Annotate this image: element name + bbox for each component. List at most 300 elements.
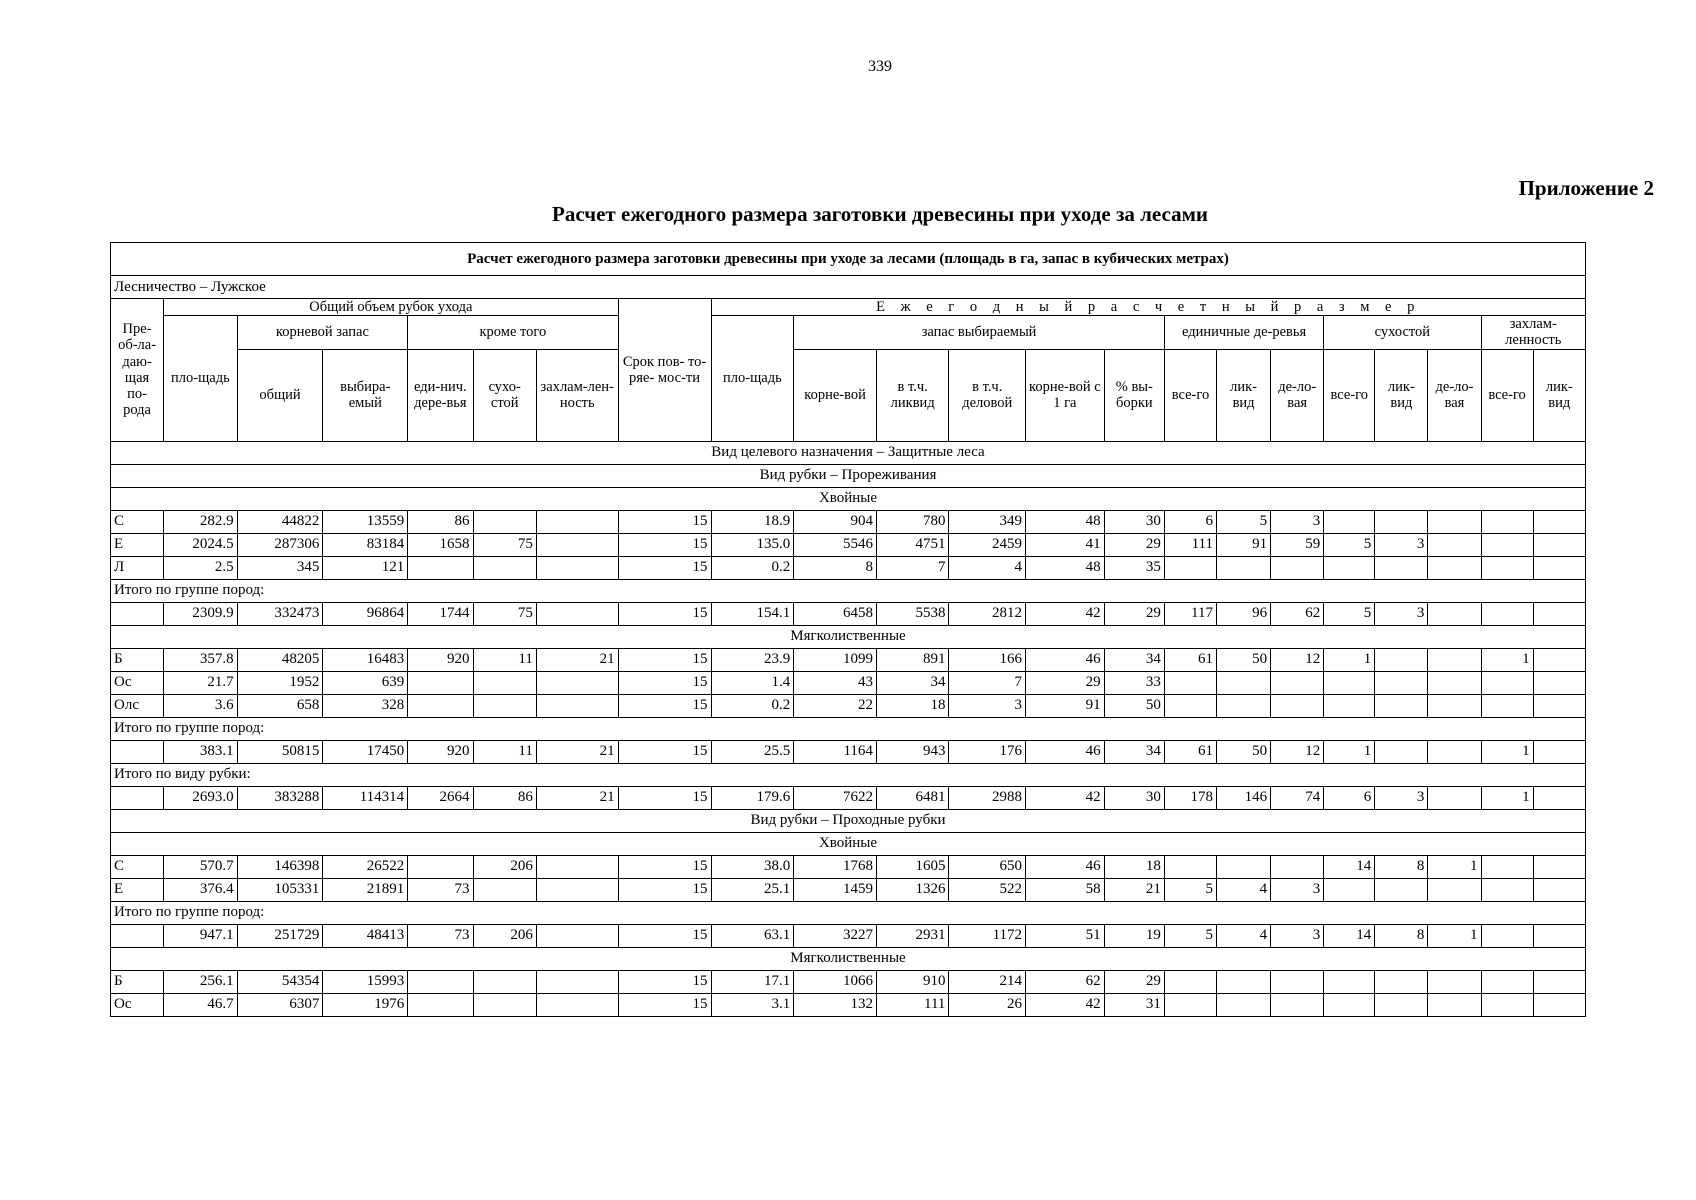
value-cell: 920 (408, 648, 473, 671)
page-number: 339 (868, 58, 892, 75)
value-cell (473, 993, 536, 1016)
value-cell: 46 (1026, 855, 1105, 878)
value-cell: 3 (1271, 510, 1324, 533)
value-cell: 176 (949, 740, 1026, 763)
value-cell: 904 (794, 510, 877, 533)
value-cell: 178 (1164, 786, 1216, 809)
value-cell (1533, 740, 1585, 763)
value-cell (473, 694, 536, 717)
value-cell: 73 (408, 878, 473, 901)
value-cell: 5 (1164, 924, 1216, 947)
header-incl-liquid: в т.ч. ликвид (876, 349, 949, 441)
value-cell: 1658 (408, 533, 473, 556)
value-cell: 1 (1481, 786, 1533, 809)
header-total-volume: Общий объем рубок ухода (164, 299, 618, 316)
value-cell: 114314 (323, 786, 408, 809)
value-cell (1428, 671, 1481, 694)
value-cell (1428, 786, 1481, 809)
value-cell: 328 (323, 694, 408, 717)
value-cell (408, 556, 473, 579)
species-cell (111, 786, 164, 809)
value-cell (1375, 970, 1428, 993)
value-cell: 1 (1428, 855, 1481, 878)
value-cell (536, 510, 618, 533)
value-cell: 35 (1104, 556, 1164, 579)
value-cell: 30 (1104, 510, 1164, 533)
value-cell: 12 (1271, 648, 1324, 671)
value-cell (536, 924, 618, 947)
value-cell: 15 (618, 970, 711, 993)
table-row (111, 602, 1586, 625)
value-cell: 74 (1271, 786, 1324, 809)
value-cell: 135.0 (711, 533, 794, 556)
value-cell (1481, 993, 1533, 1016)
value-cell: 46.7 (164, 993, 238, 1016)
value-cell (1428, 648, 1481, 671)
value-cell: 3 (949, 694, 1026, 717)
header-repeat-period: Срок пов- то-ряе- мос-ти (618, 299, 711, 442)
value-cell (1164, 671, 1216, 694)
value-cell (1271, 993, 1324, 1016)
value-cell: 1768 (794, 855, 877, 878)
value-cell: 2459 (949, 533, 1026, 556)
value-cell (408, 970, 473, 993)
appendix-label: Приложение 2 (1518, 176, 1654, 200)
value-cell: 61 (1164, 648, 1216, 671)
value-cell: 15 (618, 855, 711, 878)
value-cell (1428, 970, 1481, 993)
header-total3: все-го (1481, 349, 1533, 441)
forestry-label: Лесничество – Лужское (111, 276, 1586, 299)
header-annual-area: пло-щадь (711, 316, 794, 441)
section-row (111, 464, 1586, 487)
species-cell: Ос (111, 671, 164, 694)
species-cell: Олс (111, 694, 164, 717)
table-row (111, 740, 1586, 763)
value-cell: 376.4 (164, 878, 238, 901)
value-cell (1428, 878, 1481, 901)
value-cell: 1 (1324, 740, 1375, 763)
header-litter: захлам-лен-ность (536, 349, 618, 441)
value-cell: 251729 (237, 924, 323, 947)
value-cell: 1326 (876, 878, 949, 901)
value-cell (1324, 556, 1375, 579)
header-single-trees: еди-нич. дере-вья (408, 349, 473, 441)
subtotal-label: Итого по группе пород: (111, 901, 1586, 924)
value-cell (1217, 993, 1271, 1016)
table-row (111, 924, 1586, 947)
value-cell: 206 (473, 924, 536, 947)
value-cell: 50815 (237, 740, 323, 763)
value-cell: 21 (1104, 878, 1164, 901)
value-cell (536, 556, 618, 579)
value-cell: 6307 (237, 993, 323, 1016)
value-cell: 943 (876, 740, 949, 763)
value-cell: 15 (618, 556, 711, 579)
section-title: Вид рубки – Проходные рубки (111, 809, 1586, 832)
value-cell: 7622 (794, 786, 877, 809)
header-stock-selected: запас выбираемый (794, 316, 1165, 349)
value-cell (1481, 924, 1533, 947)
value-cell: 51 (1026, 924, 1105, 947)
value-cell: 43 (794, 671, 877, 694)
value-cell (1324, 510, 1375, 533)
value-cell: 86 (473, 786, 536, 809)
value-cell (408, 855, 473, 878)
value-cell (408, 671, 473, 694)
value-cell: 639 (323, 671, 408, 694)
value-cell: 26 (949, 993, 1026, 1016)
value-cell (1375, 878, 1428, 901)
value-cell: 12 (1271, 740, 1324, 763)
table-row (111, 533, 1586, 556)
value-cell: 2693.0 (164, 786, 238, 809)
section-row (111, 441, 1586, 464)
value-cell (1164, 855, 1216, 878)
value-cell: 29 (1104, 602, 1164, 625)
value-cell: 2931 (876, 924, 949, 947)
value-cell: 48413 (323, 924, 408, 947)
header-business2: де-ло-вая (1428, 349, 1481, 441)
table-row (111, 510, 1586, 533)
value-cell: 146398 (237, 855, 323, 878)
value-cell: 1459 (794, 878, 877, 901)
value-cell (1217, 694, 1271, 717)
value-cell: 15 (618, 878, 711, 901)
value-cell: 910 (876, 970, 949, 993)
harvest-table (110, 242, 1586, 1017)
value-cell: 14 (1324, 855, 1375, 878)
value-cell: 15 (618, 648, 711, 671)
table-row (111, 648, 1586, 671)
section-title: Вид рубки – Прореживания (111, 464, 1586, 487)
value-cell: 34 (1104, 648, 1164, 671)
header-species: Пре-об-ла-даю-щая по-рода (111, 299, 164, 442)
value-cell (1375, 671, 1428, 694)
table-title-row (111, 243, 1586, 276)
value-cell: 83184 (323, 533, 408, 556)
value-cell (1271, 855, 1324, 878)
value-cell: 15 (618, 510, 711, 533)
value-cell (1324, 671, 1375, 694)
value-cell (536, 671, 618, 694)
value-cell: 5 (1164, 878, 1216, 901)
value-cell (1533, 556, 1585, 579)
value-cell (1533, 533, 1585, 556)
value-cell: 15 (618, 694, 711, 717)
value-cell (1481, 533, 1533, 556)
value-cell: 2024.5 (164, 533, 238, 556)
value-cell: 5 (1324, 533, 1375, 556)
value-cell: 5 (1217, 510, 1271, 533)
value-cell: 4 (1217, 924, 1271, 947)
value-cell: 121 (323, 556, 408, 579)
value-cell: 17.1 (711, 970, 794, 993)
section-title: Мягколиственные (111, 625, 1586, 648)
value-cell: 4751 (876, 533, 949, 556)
value-cell: 1164 (794, 740, 877, 763)
value-cell: 1 (1481, 740, 1533, 763)
value-cell: 15 (618, 602, 711, 625)
species-cell: Е (111, 533, 164, 556)
value-cell: 282.9 (164, 510, 238, 533)
value-cell: 14 (1324, 924, 1375, 947)
value-cell: 48205 (237, 648, 323, 671)
value-cell (1164, 556, 1216, 579)
value-cell: 15 (618, 924, 711, 947)
value-cell: 1066 (794, 970, 877, 993)
value-cell (1217, 970, 1271, 993)
value-cell: 146 (1217, 786, 1271, 809)
value-cell: 4 (1217, 878, 1271, 901)
value-cell (1481, 510, 1533, 533)
value-cell: 3 (1271, 878, 1324, 901)
table-row (111, 694, 1586, 717)
value-cell: 522 (949, 878, 1026, 901)
value-cell (1375, 510, 1428, 533)
species-cell: С (111, 510, 164, 533)
header-area: пло-щадь (164, 316, 238, 441)
value-cell: 2.5 (164, 556, 238, 579)
header-root: корне-вой (794, 349, 877, 441)
table-row (111, 970, 1586, 993)
value-cell: 2309.9 (164, 602, 238, 625)
section-row (111, 625, 1586, 648)
header-besides: кроме того (408, 316, 618, 349)
value-cell (1428, 533, 1481, 556)
table-row (111, 671, 1586, 694)
value-cell: 15 (618, 786, 711, 809)
value-cell (536, 993, 618, 1016)
value-cell: 42 (1026, 993, 1105, 1016)
value-cell (1533, 648, 1585, 671)
value-cell: 34 (1104, 740, 1164, 763)
value-cell (473, 878, 536, 901)
value-cell: 287306 (237, 533, 323, 556)
species-cell (111, 924, 164, 947)
value-cell: 26522 (323, 855, 408, 878)
value-cell: 48 (1026, 556, 1105, 579)
value-cell: 86 (408, 510, 473, 533)
value-cell (1271, 556, 1324, 579)
value-cell: 29 (1104, 970, 1164, 993)
value-cell: 25.5 (711, 740, 794, 763)
value-cell: 5538 (876, 602, 949, 625)
value-cell: 73 (408, 924, 473, 947)
value-cell (1533, 970, 1585, 993)
value-cell (1375, 694, 1428, 717)
table-title: Расчет ежегодного размера заготовки древесины при уходе за лесами (площадь в га, запас в кубических метрах) (111, 243, 1586, 276)
value-cell: 1976 (323, 993, 408, 1016)
value-cell (1533, 694, 1585, 717)
subtotal-label-row (111, 579, 1586, 602)
value-cell (1481, 970, 1533, 993)
value-cell: 1 (1481, 648, 1533, 671)
value-cell: 22 (794, 694, 877, 717)
value-cell: 18 (1104, 855, 1164, 878)
value-cell (1271, 970, 1324, 993)
value-cell: 42 (1026, 602, 1105, 625)
value-cell (1164, 694, 1216, 717)
value-cell (1481, 855, 1533, 878)
value-cell: 16483 (323, 648, 408, 671)
value-cell (536, 970, 618, 993)
value-cell (408, 694, 473, 717)
header-root-stock: корневой запас (237, 316, 408, 349)
value-cell (1164, 970, 1216, 993)
subtotal-label-row (111, 717, 1586, 740)
value-cell: 357.8 (164, 648, 238, 671)
value-cell: 96864 (323, 602, 408, 625)
header-root-per-ha: корне-вой с 1 га (1026, 349, 1105, 441)
value-cell: 21891 (323, 878, 408, 901)
value-cell: 61 (1164, 740, 1216, 763)
value-cell: 117 (1164, 602, 1216, 625)
value-cell: 5546 (794, 533, 877, 556)
value-cell: 650 (949, 855, 1026, 878)
value-cell: 256.1 (164, 970, 238, 993)
value-cell: 41 (1026, 533, 1105, 556)
value-cell: 21 (536, 648, 618, 671)
value-cell: 780 (876, 510, 949, 533)
value-cell: 2812 (949, 602, 1026, 625)
value-cell: 96 (1217, 602, 1271, 625)
value-cell (1533, 855, 1585, 878)
value-cell (1324, 878, 1375, 901)
value-cell: 23.9 (711, 648, 794, 671)
value-cell (1533, 786, 1585, 809)
table-row (111, 556, 1586, 579)
value-cell: 18.9 (711, 510, 794, 533)
value-cell: 33 (1104, 671, 1164, 694)
subtotal-label: Итого по группе пород: (111, 717, 1586, 740)
value-cell: 2988 (949, 786, 1026, 809)
value-cell: 62 (1026, 970, 1105, 993)
value-cell: 58 (1026, 878, 1105, 901)
header-liquid: лик-вид (1217, 349, 1271, 441)
value-cell (1324, 970, 1375, 993)
value-cell (1324, 694, 1375, 717)
value-cell: 62 (1271, 602, 1324, 625)
value-cell: 1172 (949, 924, 1026, 947)
value-cell (1428, 510, 1481, 533)
subtotal-label-row (111, 763, 1586, 786)
value-cell (473, 671, 536, 694)
value-cell: 15 (618, 740, 711, 763)
value-cell: 111 (1164, 533, 1216, 556)
header-annual: Е ж е г о д н ы й р а с ч е т н ы й р а з м е р (711, 299, 1586, 316)
value-cell: 383.1 (164, 740, 238, 763)
value-cell: 154.1 (711, 602, 794, 625)
value-cell: 3 (1375, 786, 1428, 809)
value-cell: 6 (1324, 786, 1375, 809)
value-cell (1217, 671, 1271, 694)
value-cell: 570.7 (164, 855, 238, 878)
section-title: Хвойные (111, 832, 1586, 855)
value-cell: 3.1 (711, 993, 794, 1016)
value-cell: 8 (794, 556, 877, 579)
header-incl-business: в т.ч. деловой (949, 349, 1026, 441)
table-row (111, 855, 1586, 878)
value-cell: 7 (876, 556, 949, 579)
value-cell: 105331 (237, 878, 323, 901)
value-cell (1533, 510, 1585, 533)
subtotal-label-row (111, 901, 1586, 924)
value-cell (1533, 993, 1585, 1016)
header-dead-wood-group: сухостой (1324, 316, 1481, 349)
value-cell: 1 (1324, 648, 1375, 671)
value-cell: 46 (1026, 740, 1105, 763)
header-total: все-го (1164, 349, 1216, 441)
header-total2: все-го (1324, 349, 1375, 441)
value-cell: 3 (1375, 533, 1428, 556)
value-cell: 18 (876, 694, 949, 717)
value-cell (473, 510, 536, 533)
value-cell: 349 (949, 510, 1026, 533)
species-cell: С (111, 855, 164, 878)
header-liquid2: лик-вид (1375, 349, 1428, 441)
value-cell: 1605 (876, 855, 949, 878)
value-cell: 29 (1104, 533, 1164, 556)
value-cell (1217, 855, 1271, 878)
value-cell: 50 (1217, 740, 1271, 763)
value-cell: 111 (876, 993, 949, 1016)
value-cell: 1 (1428, 924, 1481, 947)
value-cell: 3227 (794, 924, 877, 947)
value-cell: 15 (618, 993, 711, 1016)
value-cell: 29 (1026, 671, 1105, 694)
value-cell: 5 (1324, 602, 1375, 625)
value-cell: 21 (536, 786, 618, 809)
value-cell: 3 (1271, 924, 1324, 947)
section-row (111, 832, 1586, 855)
value-cell: 91 (1217, 533, 1271, 556)
value-cell: 0.2 (711, 556, 794, 579)
species-cell (111, 740, 164, 763)
value-cell: 920 (408, 740, 473, 763)
value-cell: 3.6 (164, 694, 238, 717)
value-cell: 0.2 (711, 694, 794, 717)
value-cell: 6458 (794, 602, 877, 625)
header-general: общий (237, 349, 323, 441)
value-cell: 6 (1164, 510, 1216, 533)
value-cell: 19 (1104, 924, 1164, 947)
value-cell: 15 (618, 533, 711, 556)
value-cell (536, 878, 618, 901)
value-cell: 3 (1375, 602, 1428, 625)
subtotal-label: Итого по группе пород: (111, 579, 1586, 602)
value-cell (473, 556, 536, 579)
value-cell: 34 (876, 671, 949, 694)
value-cell: 50 (1104, 694, 1164, 717)
value-cell: 332473 (237, 602, 323, 625)
value-cell: 214 (949, 970, 1026, 993)
value-cell: 25.1 (711, 878, 794, 901)
value-cell: 383288 (237, 786, 323, 809)
value-cell: 75 (473, 602, 536, 625)
value-cell: 658 (237, 694, 323, 717)
value-cell: 1744 (408, 602, 473, 625)
value-cell (536, 533, 618, 556)
section-title: Мягколиственные (111, 947, 1586, 970)
value-cell (1428, 993, 1481, 1016)
value-cell (1375, 993, 1428, 1016)
value-cell: 63.1 (711, 924, 794, 947)
value-cell: 947.1 (164, 924, 238, 947)
value-cell: 132 (794, 993, 877, 1016)
value-cell (1428, 694, 1481, 717)
header-liquid3: лик-вид (1533, 349, 1585, 441)
